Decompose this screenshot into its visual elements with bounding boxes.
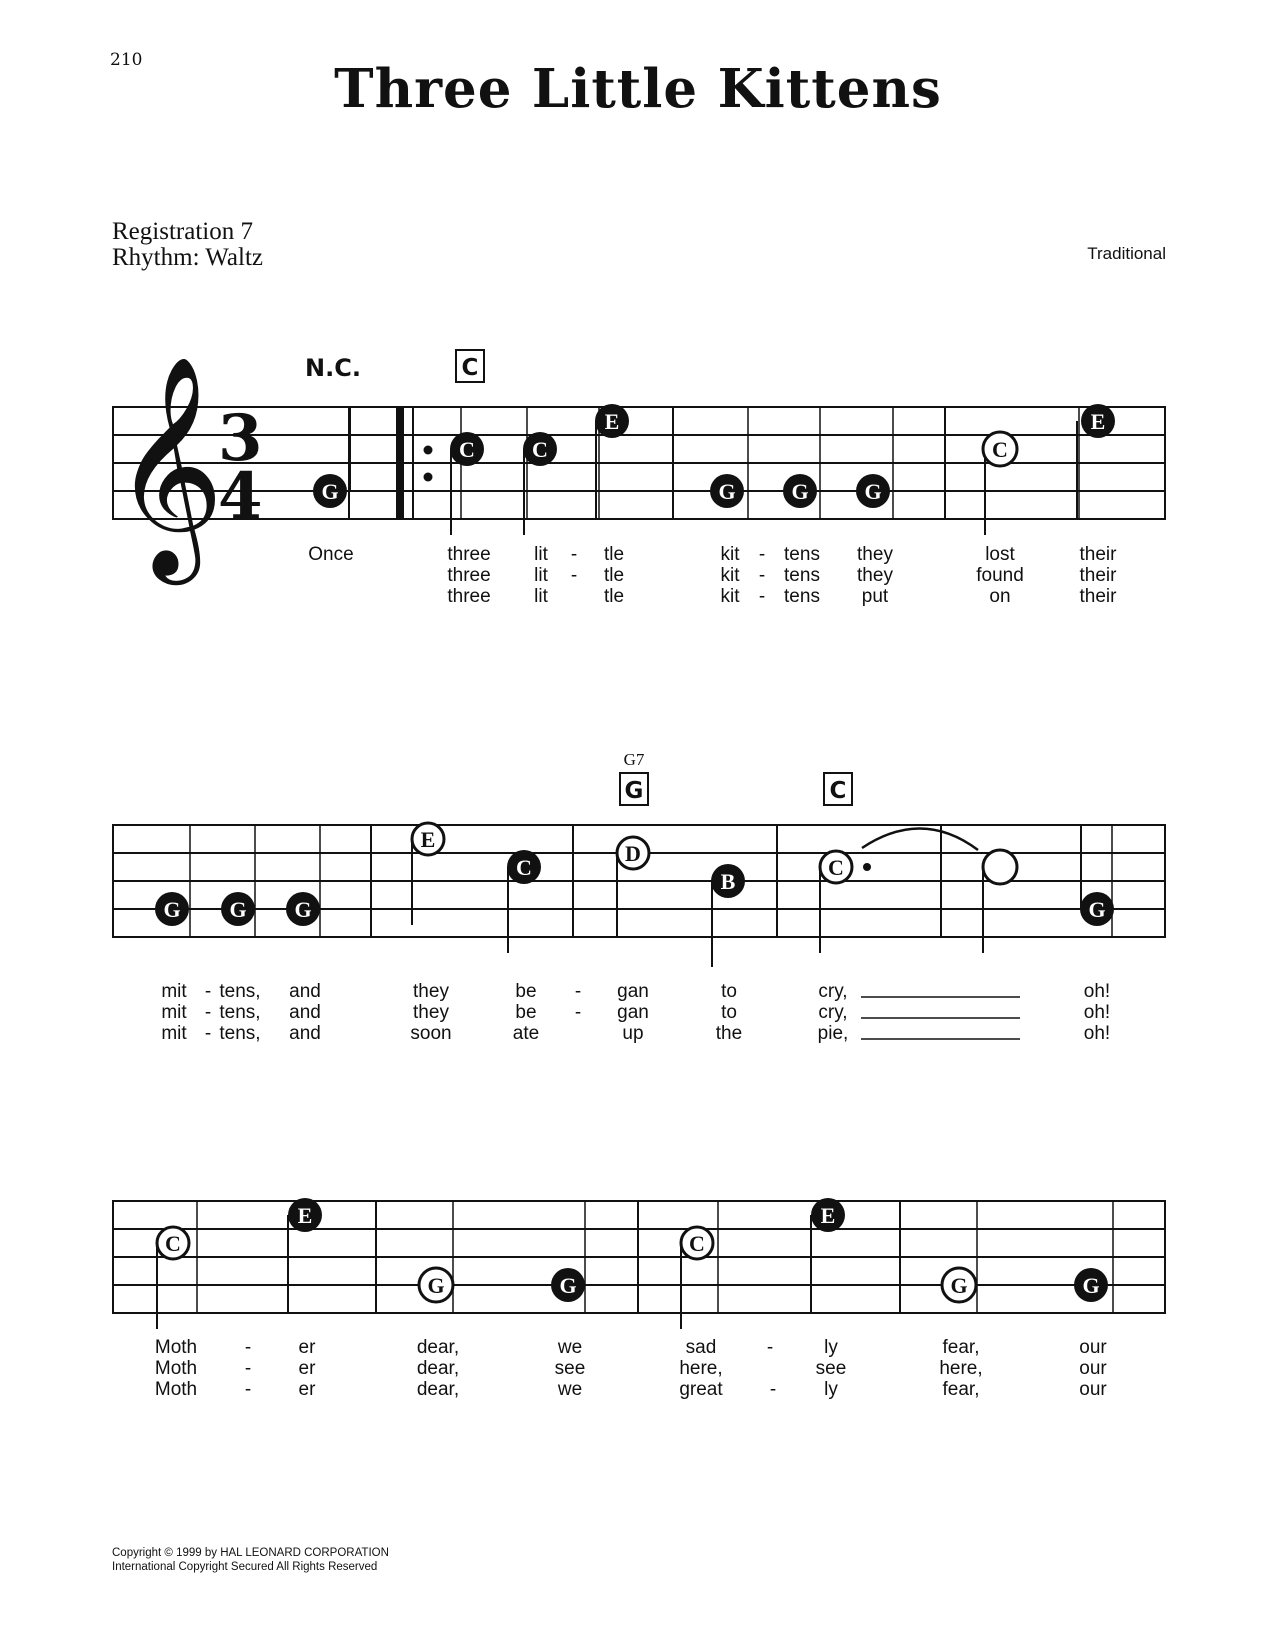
svg-text:G: G	[1088, 897, 1106, 922]
lyric: great	[679, 1379, 723, 1400]
lyric: to	[721, 1002, 737, 1023]
note	[1074, 1268, 1108, 1302]
lyric: Moth	[154, 1337, 198, 1358]
note	[523, 432, 557, 466]
chord-c: C	[829, 778, 847, 804]
lyric: kit	[720, 586, 740, 607]
note	[155, 892, 189, 926]
dot	[863, 863, 871, 871]
note	[983, 432, 1017, 466]
lyric: tens	[784, 565, 820, 586]
note	[983, 850, 1017, 884]
lyric: they	[413, 1002, 449, 1023]
lyric: lit	[534, 544, 548, 565]
note	[450, 432, 484, 466]
lyric: oh!	[1083, 981, 1111, 1002]
lyric: found	[976, 565, 1024, 586]
note	[1080, 892, 1114, 926]
lyric: er	[298, 1358, 316, 1379]
staff-system-3	[112, 1198, 1166, 1400]
repeat-barline	[396, 407, 404, 519]
lyrics-system-3	[155, 1337, 1108, 1400]
lyric: gan	[617, 1002, 649, 1023]
svg-text:G: G	[559, 1273, 577, 1298]
treble-clef-icon: 𝄞	[112, 354, 225, 575]
lyric: put	[861, 586, 889, 607]
lyric: tens,	[219, 1023, 261, 1044]
lyric: oh!	[1083, 1002, 1111, 1023]
song-title: Three Little Kittens	[334, 58, 942, 120]
svg-text:-: -	[570, 544, 578, 565]
lyric: and	[289, 1023, 321, 1044]
lyric: Once	[308, 544, 354, 565]
lyric: three	[447, 586, 491, 607]
svg-text:C: C	[689, 1231, 705, 1256]
lyric: our	[1079, 1379, 1107, 1400]
lyric: tens,	[219, 981, 261, 1002]
note	[820, 851, 852, 883]
lyric: dear,	[416, 1337, 460, 1358]
lyric: three	[447, 565, 491, 586]
tie	[862, 828, 978, 850]
repeat-dot	[424, 446, 433, 455]
lyric: tle	[603, 586, 625, 607]
note	[783, 474, 817, 508]
lyric: they	[857, 565, 893, 586]
lyric: dear,	[416, 1379, 460, 1400]
lyric: pie,	[817, 1023, 849, 1044]
lyric: tle	[603, 544, 625, 565]
lyric: lit	[534, 586, 548, 607]
registration-label: Registration 7	[112, 218, 253, 245]
lyric: see	[815, 1358, 847, 1379]
lyric: cry,	[818, 981, 848, 1002]
lyric: kit	[720, 565, 740, 586]
svg-text:E: E	[1090, 409, 1106, 434]
lyric: here,	[939, 1358, 983, 1379]
lyric: be	[515, 981, 537, 1002]
extender-line	[861, 997, 1020, 1039]
svg-text:E: E	[604, 409, 620, 434]
svg-text:C: C	[165, 1231, 181, 1256]
lyric: they	[413, 981, 449, 1002]
note	[551, 1268, 585, 1302]
lyric: dear,	[416, 1358, 460, 1379]
svg-text:B: B	[720, 869, 736, 894]
lyrics-system-2	[161, 981, 1110, 1044]
lyric: be	[515, 1002, 537, 1023]
svg-text:G: G	[321, 479, 339, 504]
lyric: lost	[985, 544, 1015, 565]
lyric: we	[557, 1337, 583, 1358]
svg-text:G: G	[864, 479, 882, 504]
lyric: our	[1079, 1337, 1107, 1358]
svg-text:G: G	[791, 479, 809, 504]
lyric: fear,	[942, 1379, 980, 1400]
note	[419, 1268, 453, 1302]
svg-text:E: E	[297, 1203, 313, 1228]
svg-text:G: G	[950, 1273, 968, 1298]
staff-system-1	[112, 350, 1166, 607]
lyric: ate	[512, 1023, 540, 1044]
svg-text:C: C	[459, 437, 475, 462]
lyric: and	[289, 981, 321, 1002]
lyric: they	[857, 544, 893, 565]
lyric: cry,	[818, 1002, 848, 1023]
lyric: tens,	[219, 1002, 261, 1023]
note	[710, 474, 744, 508]
lyric: to	[721, 981, 737, 1002]
lyric: tens	[784, 586, 820, 607]
svg-text:-: -	[570, 565, 578, 586]
copyright-line-1: Copyright © 1999 by HAL LEONARD CORPORATION	[112, 1547, 389, 1559]
svg-text:E: E	[420, 827, 436, 852]
chord-c: C	[461, 355, 479, 381]
svg-text:C: C	[532, 437, 548, 462]
lyric: er	[298, 1337, 316, 1358]
note	[856, 474, 890, 508]
svg-text:-: -	[244, 1358, 252, 1379]
svg-text:G: G	[163, 897, 181, 922]
svg-text:D: D	[625, 841, 641, 866]
note	[811, 1198, 845, 1232]
svg-text:-: -	[758, 544, 766, 565]
svg-text:G: G	[229, 897, 247, 922]
lyric: and	[289, 1002, 321, 1023]
composer-credit: Traditional	[1087, 244, 1166, 263]
lyric: gan	[617, 981, 649, 1002]
copyright-line-2: International Copyright Secured All Rights Reserved	[112, 1561, 378, 1573]
svg-text:E: E	[820, 1203, 836, 1228]
svg-text:C: C	[828, 855, 844, 880]
note	[157, 1227, 189, 1259]
svg-text:G: G	[1082, 1273, 1100, 1298]
repeat-dot	[424, 473, 433, 482]
chord-name-g7: G7	[623, 750, 645, 769]
lyric: their	[1079, 586, 1117, 607]
lyric: up	[622, 1023, 644, 1044]
svg-text:-: -	[574, 981, 582, 1002]
time-sig-bottom: 4	[218, 459, 263, 534]
lyric: three	[447, 544, 491, 565]
rhythm-label: Rhythm: Waltz	[112, 244, 263, 271]
note	[412, 823, 444, 855]
lyric: we	[557, 1379, 583, 1400]
lyric: kit	[720, 544, 740, 565]
lyric: ly	[824, 1337, 838, 1358]
svg-text:-: -	[769, 1379, 777, 1400]
chord-g: G	[624, 778, 644, 804]
svg-text:-: -	[244, 1379, 252, 1400]
lyric: on	[989, 586, 1011, 607]
lyric: mit	[161, 1023, 187, 1044]
lyric: Moth	[154, 1379, 198, 1400]
note	[221, 892, 255, 926]
note	[595, 404, 629, 438]
lyric: mit	[161, 1002, 187, 1023]
lyric: ly	[824, 1379, 838, 1400]
lyric: the	[715, 1023, 743, 1044]
note	[286, 892, 320, 926]
svg-text:G: G	[427, 1273, 445, 1298]
svg-text:-: -	[204, 981, 212, 1002]
svg-text:G: G	[294, 897, 312, 922]
chord-nc: N.C.	[305, 354, 361, 382]
svg-text:-: -	[758, 586, 766, 607]
svg-text:-: -	[204, 1002, 212, 1023]
lyric: see	[554, 1358, 586, 1379]
lyric: their	[1079, 565, 1117, 586]
time-sig-top: 3	[218, 401, 263, 476]
svg-text:C: C	[992, 437, 1008, 462]
note	[313, 474, 347, 508]
svg-text:-: -	[204, 1023, 212, 1044]
lyric: here,	[679, 1358, 723, 1379]
lyric: tle	[603, 565, 625, 586]
lyric: sad	[685, 1337, 717, 1358]
lyrics-system-1	[308, 544, 1117, 607]
lyric: tens	[784, 544, 820, 565]
note	[711, 864, 745, 898]
lyric: mit	[161, 981, 187, 1002]
lyric: soon	[410, 1023, 452, 1044]
lyric: lit	[534, 565, 548, 586]
svg-text:C: C	[516, 855, 532, 880]
lyric: fear,	[942, 1337, 980, 1358]
svg-text:-: -	[758, 565, 766, 586]
page-number: 210	[110, 50, 143, 70]
svg-text:-: -	[766, 1337, 774, 1358]
staff-system-2	[112, 750, 1166, 1044]
note	[288, 1198, 322, 1232]
note	[942, 1268, 976, 1302]
note	[1081, 404, 1115, 438]
lyric: our	[1079, 1358, 1107, 1379]
lyric: Moth	[154, 1358, 198, 1379]
lyric: their	[1079, 544, 1117, 565]
svg-text:-: -	[244, 1337, 252, 1358]
svg-text:-: -	[574, 1002, 582, 1023]
lyric: oh!	[1083, 1023, 1111, 1044]
note	[617, 837, 649, 869]
note	[507, 850, 541, 884]
lyric: er	[298, 1379, 316, 1400]
svg-text:G: G	[718, 479, 736, 504]
note	[681, 1227, 713, 1259]
